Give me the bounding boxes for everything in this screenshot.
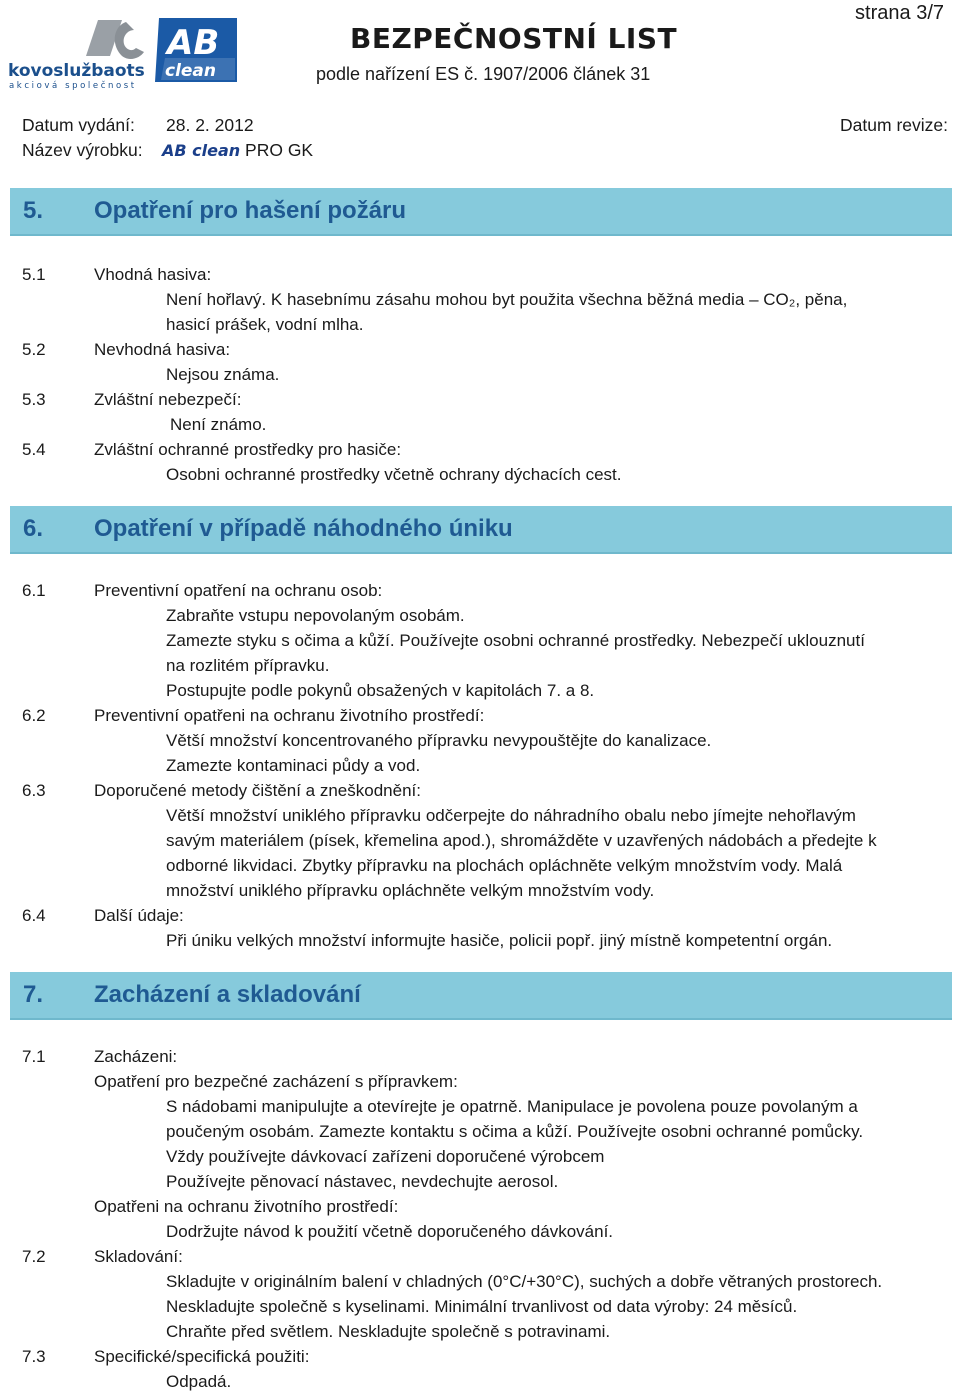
item-7-2-line: Chraňte před světlem. Neskladujte společně s potravinami. (166, 1322, 611, 1341)
item-5-1-label: Vhodná hasiva: (94, 265, 212, 284)
company-name: kovoslužbaots (8, 61, 145, 81)
item-6-4-number: 6.4 (22, 906, 46, 925)
section-7-heading (10, 972, 952, 1020)
item-5-2-number: 5.2 (22, 340, 46, 359)
item-7-1-sub2-line: Dodržujte návod k použití včetně doporučeného dávkování. (166, 1222, 614, 1241)
kovosluzba-logo (6, 18, 146, 90)
product-brand: AB clean (162, 141, 241, 160)
document-title: BEZPEČNOSTNÍ LIST (350, 22, 678, 55)
item-6-2-label: Preventivní opatřeni na ochranu životního prostředí: (94, 706, 485, 725)
item-6-2-line: Větší množství koncentrovaného přípravku nevypouštějte do kanalizace. (166, 731, 712, 750)
ab-logo-bottom: clean (165, 61, 217, 81)
item-7-1-sub1-line: poučeným osobám. Zamezte kontaktu s očima a kůží. Používejte osobni ochranné pomůcky. (166, 1122, 864, 1141)
document-subtitle: podle nařízení ES č. 1907/2006 článek 31 (316, 64, 651, 84)
section-5-heading (10, 188, 952, 236)
section-6-heading (10, 506, 952, 554)
item-6-1-line: Zamezte styku s očima a kůží. Používejte osobni ochranné prostředky. Nebezpečí uklouznutí (166, 631, 865, 650)
item-5-2-label: Nevhodná hasiva: (94, 340, 231, 359)
item-5-4-line: Osobni ochranné prostředky včetně ochrany dýchacích cest. (166, 465, 622, 484)
section-6-number: 6. (23, 515, 44, 542)
ab-clean-logo-icon (155, 18, 237, 82)
section-7-number: 7. (23, 981, 44, 1008)
item-7-2-number: 7.2 (22, 1247, 46, 1266)
item-7-3-line: Odpadá. (166, 1372, 232, 1391)
item-6-2-number: 6.2 (22, 706, 46, 725)
item-5-1-line: Není hořlavý. K hasebnímu zásahu mohou byt použita všechna běžná media – CO₂, pěna, (166, 290, 848, 309)
item-6-1-line: Postupujte podle pokynů obsažených v kapitolách 7. a 8. (166, 681, 595, 700)
item-7-1-sub1-label: Opatření pro bezpečné zacházení s přípravkem: (94, 1072, 458, 1091)
item-5-1-number: 5.1 (22, 265, 46, 284)
item-6-3-line: odborné likvidaci. Zbytky přípravku na plochách opláchněte velkým množstvím vody. Malá (166, 856, 843, 875)
item-6-4-label: Další údaje: (94, 906, 184, 925)
ab-logo-top: AB (167, 23, 220, 63)
item-6-3-number: 6.3 (22, 781, 46, 800)
company-tagline: akciová společnost (9, 81, 137, 90)
item-5-3-line: Není známo. (170, 415, 267, 434)
section-5-title: Opatření pro hašení požáru (94, 197, 407, 224)
item-7-1-sub2-label: Opatřeni na ochranu životního prostředí: (94, 1197, 399, 1216)
item-7-3-number: 7.3 (22, 1347, 46, 1366)
issue-date-label: Datum vydání: (22, 115, 135, 135)
item-5-3-label: Zvláštní nebezpečí: (94, 390, 242, 409)
page-number: strana 3/7 (855, 2, 944, 24)
item-7-1-number: 7.1 (22, 1047, 46, 1066)
item-6-1-number: 6.1 (22, 581, 46, 600)
kovosluzba-logo-icon (6, 18, 146, 90)
product-name (162, 140, 313, 161)
item-7-1-label: Zacházeni: (94, 1047, 178, 1066)
item-6-3-line: Větší množství uniklého přípravku odčerpejte do náhradního obalu nebo jímejte nehořlavým (166, 806, 856, 825)
item-7-3-label: Specifické/specifická použiti: (94, 1347, 310, 1366)
item-5-3-number: 5.3 (22, 390, 46, 409)
item-5-4-label: Zvláštní ochranné prostředky pro hasiče: (94, 440, 402, 459)
item-5-1-line: hasicí prášek, vodní mlha. (166, 315, 364, 334)
item-7-2-label: Skladování: (94, 1247, 183, 1266)
item-7-1-sub1-line: S nádobami manipulujte a otevírejte je opatrně. Manipulace je povolena pouze povolaným a (166, 1097, 858, 1116)
section-7-title: Zacházení a skladování (94, 981, 361, 1008)
item-7-1-sub1-line: Používejte pěnovací nástavec, nevdechujte aerosol. (166, 1172, 559, 1191)
section-6-title: Opatření v případě náhodného úniku (94, 515, 513, 542)
item-7-2-line: Neskladujte společně s kyselinami. Minimální trvanlivost od data výroby: 24 měsíců. (166, 1297, 798, 1316)
item-6-3-line: savým materiálem (písek, křemelina apod.), shromážděte v uzavřených nádobách a předejte k (166, 831, 877, 850)
item-6-4-line: Při úniku velkých množství informujte hasiče, policii popř. jiný místně kompetentní orgán. (166, 931, 833, 950)
item-6-2-line: Zamezte kontaminaci půdy a vod. (166, 756, 421, 775)
item-6-1-line: na rozlitém přípravku. (166, 656, 330, 675)
item-7-1-sub1-line: Vždy používejte dávkovací zařízeni doporučené výrobcem (166, 1147, 605, 1166)
product-name-label: Název výrobku: (22, 140, 143, 160)
item-6-3-line: množství uniklého přípravku opláchněte velkým množstvím vody. (166, 881, 655, 900)
revision-date-label: Datum revize: (840, 115, 948, 135)
issue-date-value: 28. 2. 2012 (166, 115, 254, 135)
product-model: PRO GK (245, 140, 314, 160)
item-6-1-line: Zabraňte vstupu nepovolaným osobám. (166, 606, 465, 625)
item-5-2-line: Nejsou známa. (166, 365, 280, 384)
item-6-1-label: Preventivní opatření na ochranu osob: (94, 581, 383, 600)
item-6-3-label: Doporučené metody čištění a zneškodnění: (94, 781, 421, 800)
section-5-number: 5. (23, 197, 44, 224)
item-5-4-number: 5.4 (22, 440, 46, 459)
item-7-2-line: Skladujte v originálním balení v chladných (0°C/+30°C), suchých a dobře větraných prostorech. (166, 1272, 883, 1291)
ab-clean-logo (155, 18, 237, 82)
